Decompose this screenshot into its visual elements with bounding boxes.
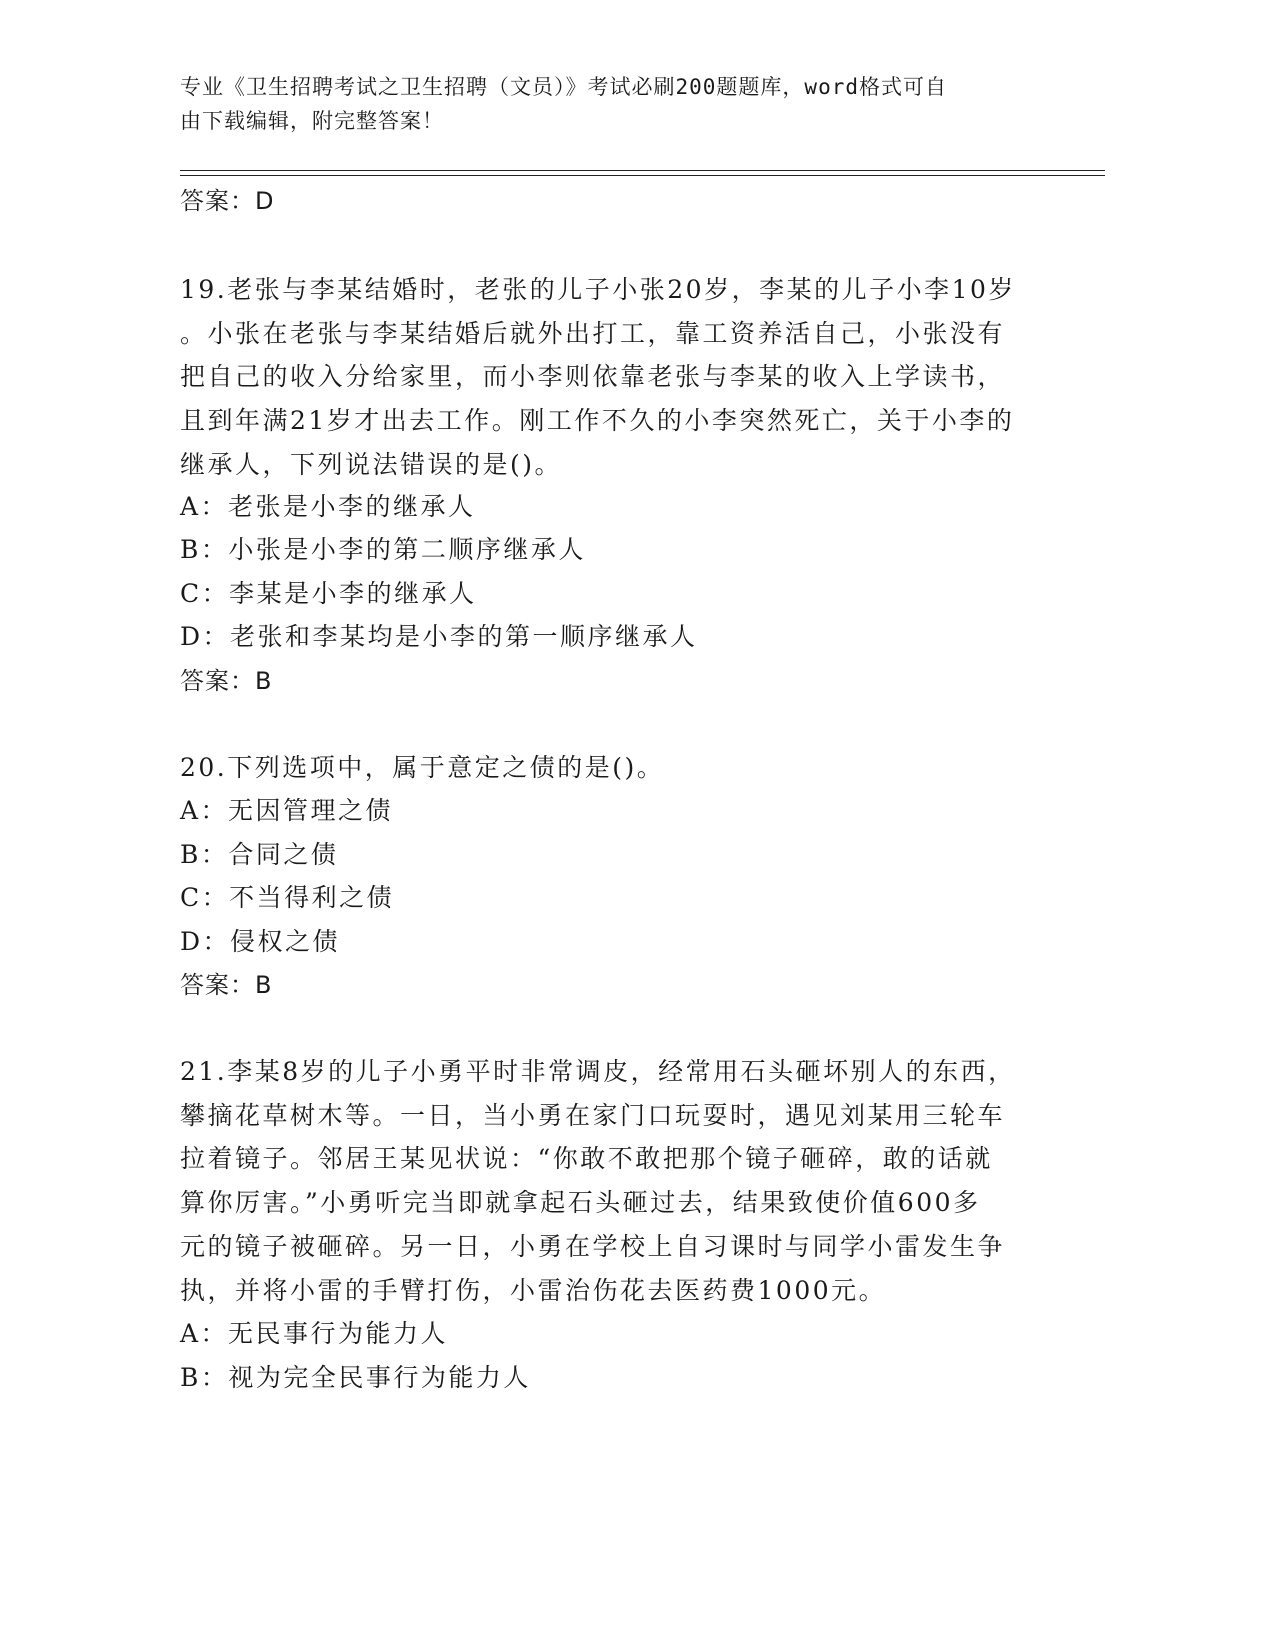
header-divider-top: [180, 170, 1105, 171]
question-21-line: 元的镜子被砸碎。另一日，小勇在学校上自习课时与同学小雷发生争: [180, 1231, 1006, 1261]
header-divider-bottom: [180, 175, 1105, 176]
answer-q19: 答案：B: [180, 667, 273, 695]
question-20-option-a: A：无因管理之债: [180, 796, 394, 825]
answer-q20: 答案：B: [180, 971, 273, 999]
question-21-line: 21.李某8岁的儿子小勇平时非常调皮，经常用石头砸坏别人的东西，: [180, 1057, 1016, 1086]
answer-q18: 答案：D: [180, 187, 275, 215]
question-19-line: 且到年满21岁才出去工作。刚工作不久的小李突然死亡，关于小李的: [180, 406, 1015, 436]
question-20-option-d: D：侵权之债: [180, 927, 341, 956]
question-19-option-c: C：李某是小李的继承人: [180, 579, 477, 608]
question-19-line: 。小张在老张与李某结婚后就外出打工，靠工资养活自己，小张没有: [180, 318, 1006, 348]
header-line-1: 专业《卫生招聘考试之卫生招聘（文员）》考试必刷200题题库，word格式可自: [180, 75, 947, 99]
question-21-stem: [180, 1050, 1040, 1312]
question-19-stem: [180, 268, 1040, 487]
document-header: [180, 70, 1040, 138]
question-21-line: 算你厉害。”小勇听完当即就拿起石头砸过去，结果致使价值600多: [180, 1188, 981, 1218]
question-20-line: 20.下列选项中，属于意定之债的是()。: [180, 753, 665, 782]
question-21-line: 拉着镜子。邻居王某见状说：“你敢不敢把那个镜子砸碎，敢的话就: [180, 1144, 993, 1174]
question-19-line: 19.老张与李某结婚时，老张的儿子小张20岁，李某的儿子小李10岁: [180, 275, 1016, 304]
question-21-option-a: A：无民事行为能力人: [180, 1319, 449, 1348]
question-19-option-d: D：老张和李某均是小李的第一顺序继承人: [180, 622, 698, 651]
question-19-line: 把自己的收入分给家里，而小李则依靠老张与李某的收入上学读书，: [180, 362, 1006, 392]
question-19-line: 继承人，下列说法错误的是()。: [180, 449, 563, 479]
question-21-option-b: B：视为完全民事行为能力人: [180, 1363, 531, 1392]
question-21-line: 攀摘花草树木等。一日，当小勇在家门口玩耍时，遇见刘某用三轮车: [180, 1100, 1006, 1130]
question-21-line: 执，并将小雷的手臂打伤，小雷治伤花去医药费1000元。: [180, 1275, 887, 1305]
question-20-option-c: C：不当得利之债: [180, 883, 395, 912]
question-19-option-b: B：小张是小李的第二顺序继承人: [180, 535, 586, 564]
question-20-stem: [180, 746, 1040, 790]
question-20-option-b: B：合同之债: [180, 840, 339, 869]
header-line-2: 由下载编辑，附完整答案！: [180, 109, 444, 133]
question-19-option-a: A：老张是小李的继承人: [180, 492, 476, 521]
